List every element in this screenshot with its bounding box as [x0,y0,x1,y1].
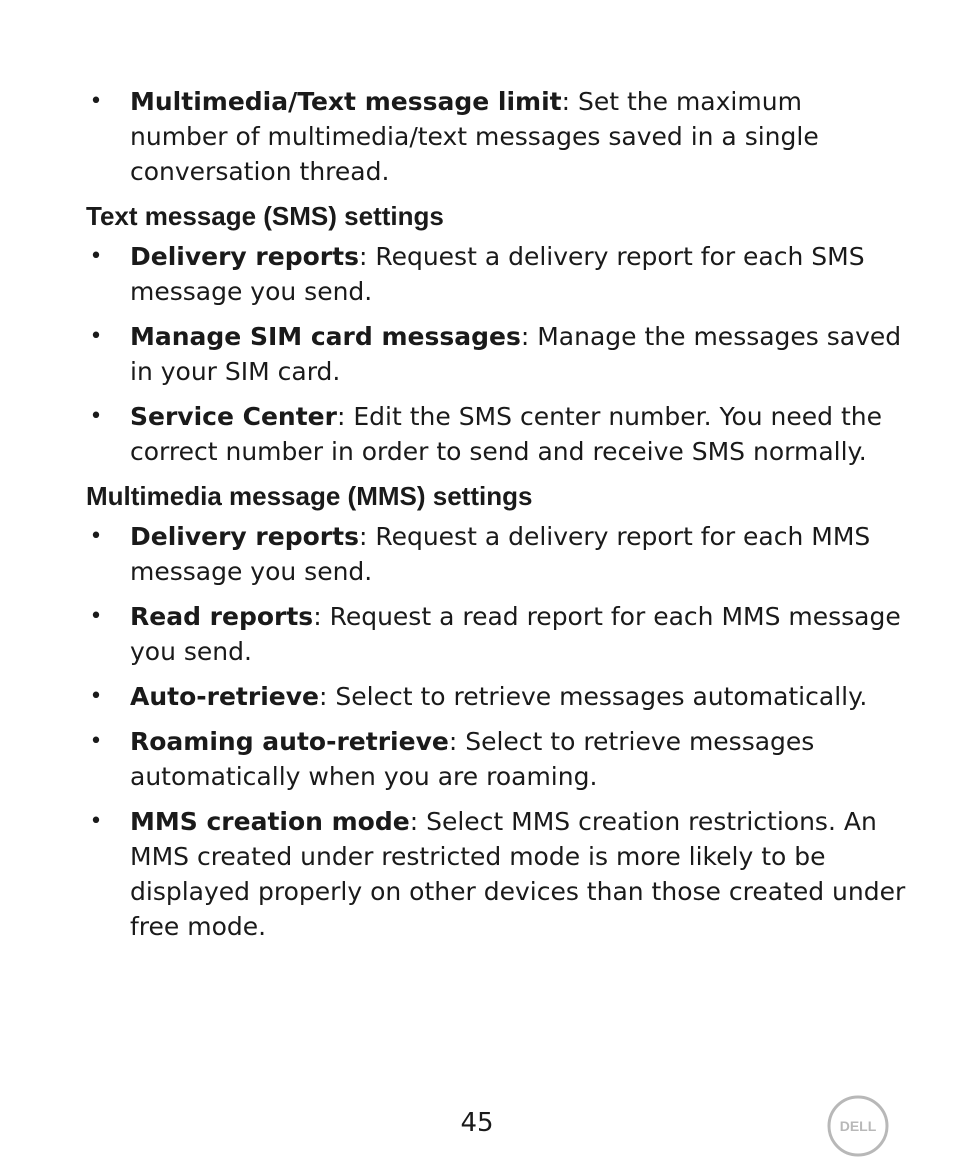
bullet-icon: • [89,809,103,834]
bullet-icon: • [89,324,103,349]
item-term: Read reports [130,602,314,631]
dell-logo-text: DELL [839,1118,877,1134]
list-item [86,519,906,589]
page-number: 45 [460,1108,494,1138]
list-item [86,84,906,189]
item-term: Roaming auto-retrieve [130,727,449,756]
item-description: : Request a delivery report for each SMS message you send. [130,242,865,306]
item-term: Service Center [130,402,337,431]
bullet-icon: • [89,524,103,549]
item-description: : Edit the SMS center number. You need the correct number in order to send and receive SMS normally. [130,402,882,466]
item-description: : Request a read report for each MMS message you send. [130,602,901,666]
item-description: : Select to retrieve messages automatically. [319,682,868,711]
list-item [86,679,906,714]
bullet-icon: • [89,604,103,629]
item-description: : Set the maximum number of multimedia/text messages saved in a single conversation thread. [130,87,819,186]
item-term: Multimedia/Text message limit [130,87,562,116]
item-term: Manage SIM card messages [130,322,521,351]
item-term: MMS creation mode [130,807,410,836]
list-item [86,599,906,669]
item-term: Auto-retrieve [130,682,319,711]
item-description: : Select MMS creation restrictions. An MMS created under restricted mode is more likely to be displayed properly on other devices than those created under free mode. [130,807,906,941]
bullet-icon: • [89,684,103,709]
item-term: Delivery reports [130,522,359,551]
item-term: Delivery reports [130,242,359,271]
mms-settings-heading: Multimedia message (MMS) settings [86,481,533,511]
bullet-icon: • [89,89,103,114]
bullet-icon: • [89,404,103,429]
bullet-icon: • [89,244,103,269]
page-content [86,84,906,954]
bullet-icon: • [89,729,103,754]
item-description: : Select to retrieve messages automatically when you are roaming. [130,727,815,791]
list-item [86,724,906,794]
item-description: : Manage the messages saved in your SIM card. [130,322,902,386]
list-item [86,399,906,469]
list-item [86,804,906,944]
list-item [86,239,906,309]
dell-logo-icon [826,1094,890,1158]
item-description: : Request a delivery report for each MMS message you send. [130,522,871,586]
sms-settings-heading: Text message (SMS) settings [86,201,444,231]
list-item [86,319,906,389]
